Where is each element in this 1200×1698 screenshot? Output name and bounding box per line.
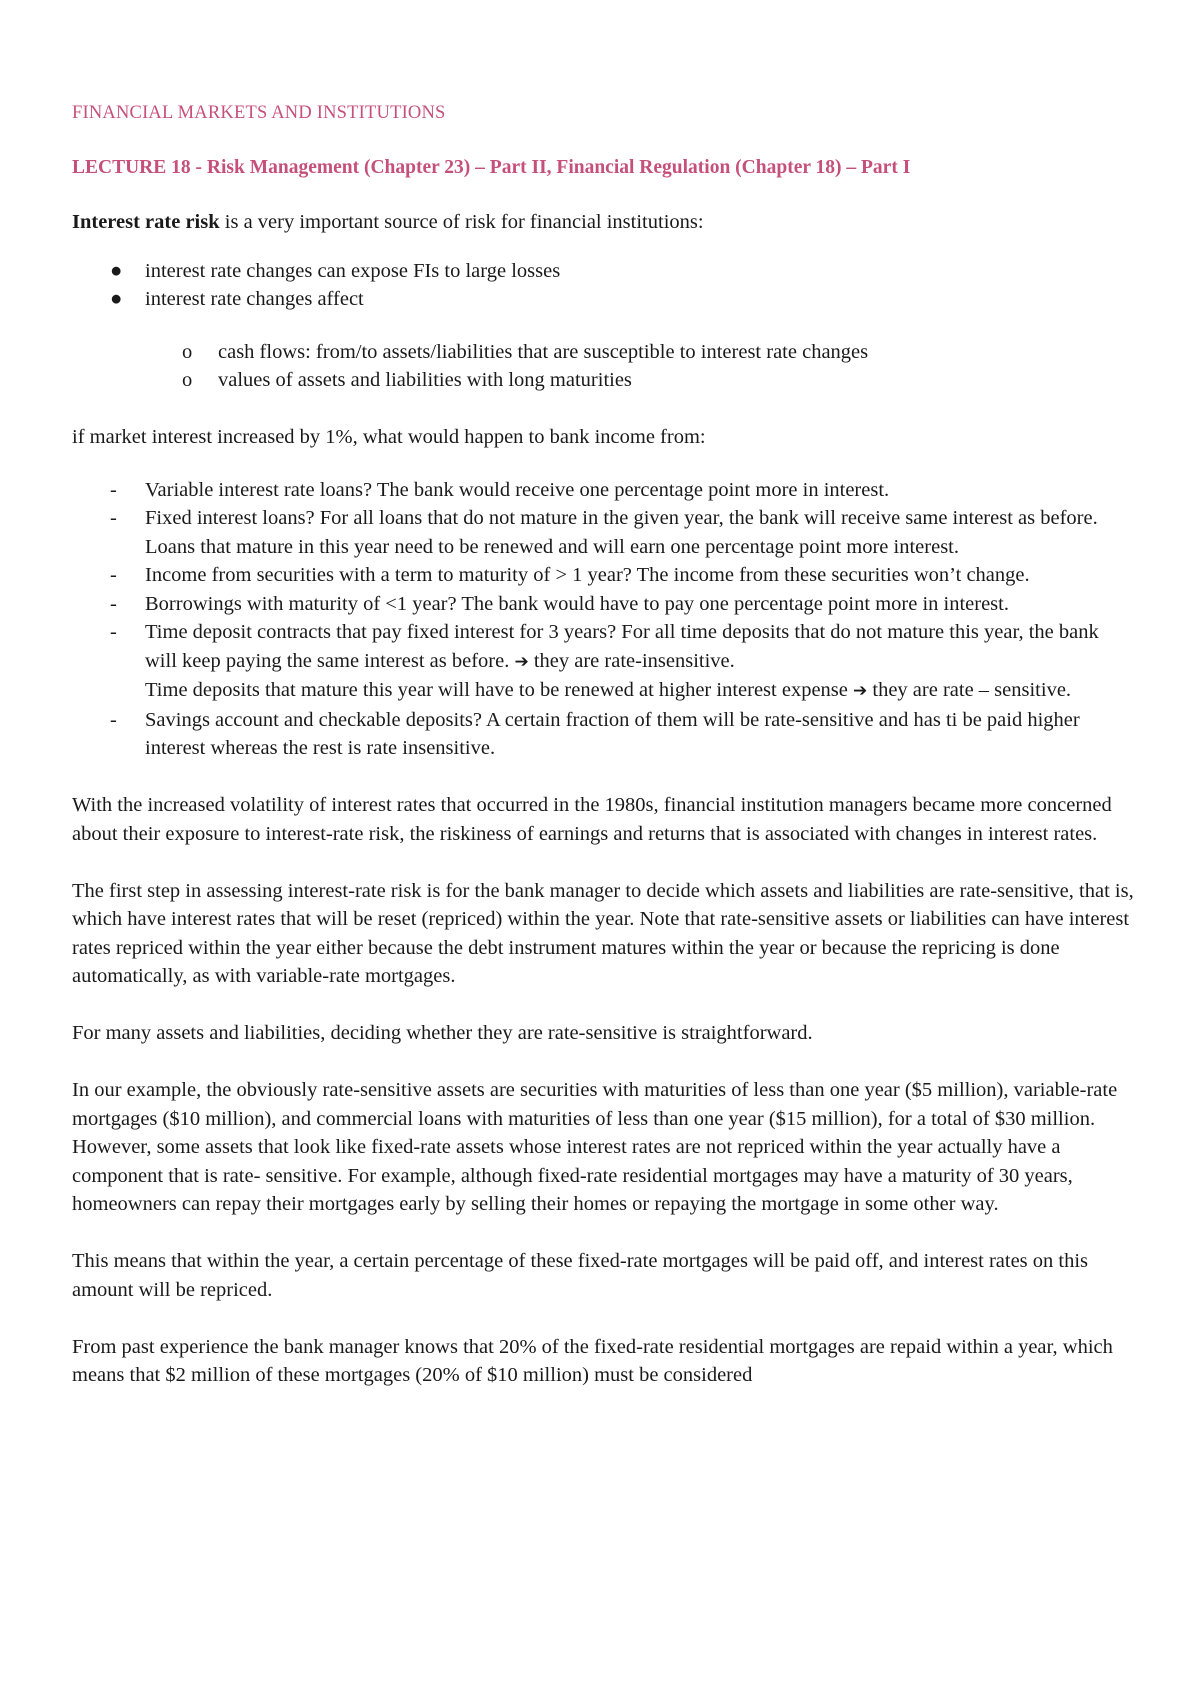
question-paragraph: if market interest increased by 1%, what would happen to bank income from:: [72, 426, 706, 448]
intro-rest: is a very important source of risk for financial institutions:: [219, 211, 704, 233]
sub-bullet-list: [72, 338, 1137, 395]
list-item: [72, 618, 1137, 706]
intro-bold-term: Interest rate risk: [72, 211, 220, 233]
circle-bullet-icon: o: [182, 369, 193, 391]
course-title: FINANCIAL MARKETS AND INSTITUTIONS: [72, 103, 446, 123]
sub-bullet-text: cash flows: from/to assets/liabilities that are susceptible to interest rate changes: [218, 340, 869, 363]
dash-text: Fixed interest loans? For all loans that do not mature in the given year, the bank will receive same interest as before. Loans that mature in this year need to be renewed and will earn one percentage point more interest.: [145, 507, 1098, 558]
arrow-right-icon: ➔: [853, 681, 868, 701]
list-item: [72, 561, 1137, 590]
time-deposit-part1: Time deposit contracts that pay fixed interest for 3 years? For all time deposits that do not mature this year, the bank will keep paying the same interest as before.: [145, 621, 1099, 672]
paragraph-past-experience: From past experience the bank manager knows that 20% of the fixed-rate residential mortgages are repaid within a year, which means that $2 million of these mortgages (20% of $10 million) must be considered: [72, 1335, 1113, 1386]
time-deposit-part4: they are rate – sensitive.: [867, 679, 1072, 701]
bullet-list: [72, 257, 1137, 314]
document-page: [72, 100, 1137, 1418]
dash-icon: -: [110, 564, 117, 586]
intro-paragraph: [72, 208, 1137, 237]
list-item: [72, 476, 1137, 505]
dash-icon: -: [110, 708, 117, 731]
paragraph-volatility: With the increased volatility of interest rates that occurred in the 1980s, financial institution managers became more concerned about their exposure to interest-rate risk, the riskiness of earnings and returns that is associated with changes in interest rates.: [72, 794, 1112, 845]
paragraph-first-step: The first step in assessing interest-rate risk is for the bank manager to decide which assets and liabilities are rate-sensitive, that is, which have interest rates that will be reset (repriced) within the year. Note that rate-sensitive assets or liabilities can have interest rates repriced within the year either because the debt instrument matures within the year or because the repricing is done automatically, as with variable-rate mortgages.: [72, 879, 1134, 987]
list-item: [72, 504, 1137, 561]
bullet-text: interest rate changes can expose FIs to large losses: [145, 259, 561, 282]
list-item: [72, 706, 1137, 763]
bullet-text: interest rate changes affect: [145, 288, 364, 310]
list-item: [72, 590, 1137, 619]
lecture-title: [72, 154, 1137, 182]
dash-list: [72, 476, 1137, 763]
time-deposit-part3: Time deposits that mature this year will have to be renewed at higher interest expense: [145, 679, 854, 701]
paragraph-straightforward: For many assets and liabilities, deciding whether they are rate-sensitive is straightforward.: [72, 1022, 813, 1044]
lecture-title-text: LECTURE 18 - Risk Management (Chapter 23) – Part II, Financial Regulation (Chapter 18) – Part I: [72, 157, 911, 178]
dash-text: Savings account and checkable deposits? A certain fraction of them will be rate-sensitive and has ti be paid higher interest whereas the rest is rate insensitive.: [145, 708, 1080, 759]
dash-icon: -: [110, 621, 117, 643]
circle-bullet-icon: o: [182, 340, 193, 363]
dash-text: Income from securities with a term to maturity of > 1 year? The income from these securities won’t change.: [145, 564, 1030, 586]
paragraph-example: In our example, the obviously rate-sensitive assets are securities with maturities of less than one year ($5 million), variable-rate mortgages ($10 million), and commercial loans with maturities of less than one year ($15 million), for a total of $30 million. However, some assets that look like fixed-rate assets whose interest rates are not repriced within the year actually have a component that is rate- sensitive. For example, although fixed-rate residential mortgages may have a maturity of 30 years, homeowners can repay their mortgages early by selling their homes or repaying the mortgage in some other way.: [72, 1079, 1118, 1215]
list-item: [72, 285, 1137, 314]
paragraph-repriced: This means that within the year, a certain percentage of these fixed-rate mortgages will be paid off, and interest rates on this amount will be repriced.: [72, 1250, 1089, 1301]
sub-bullet-text: values of assets and liabilities with long maturities: [218, 369, 632, 391]
time-deposit-part2: they are rate-insensitive.: [528, 649, 735, 672]
dash-text: Borrowings with maturity of <1 year? The bank would have to pay one percentage point more in interest.: [145, 592, 1009, 615]
bullet-icon: ●: [110, 288, 123, 310]
dash-text: Variable interest rate loans? The bank would receive one percentage point more in interest.: [145, 478, 890, 501]
list-item: [72, 338, 1137, 367]
list-item: [72, 366, 1137, 395]
dash-icon: -: [110, 592, 117, 615]
bullet-icon: ●: [110, 259, 123, 282]
arrow-right-icon: ➔: [514, 651, 529, 672]
list-item: [72, 257, 1137, 286]
dash-icon: -: [110, 507, 117, 529]
dash-icon: -: [110, 478, 117, 501]
